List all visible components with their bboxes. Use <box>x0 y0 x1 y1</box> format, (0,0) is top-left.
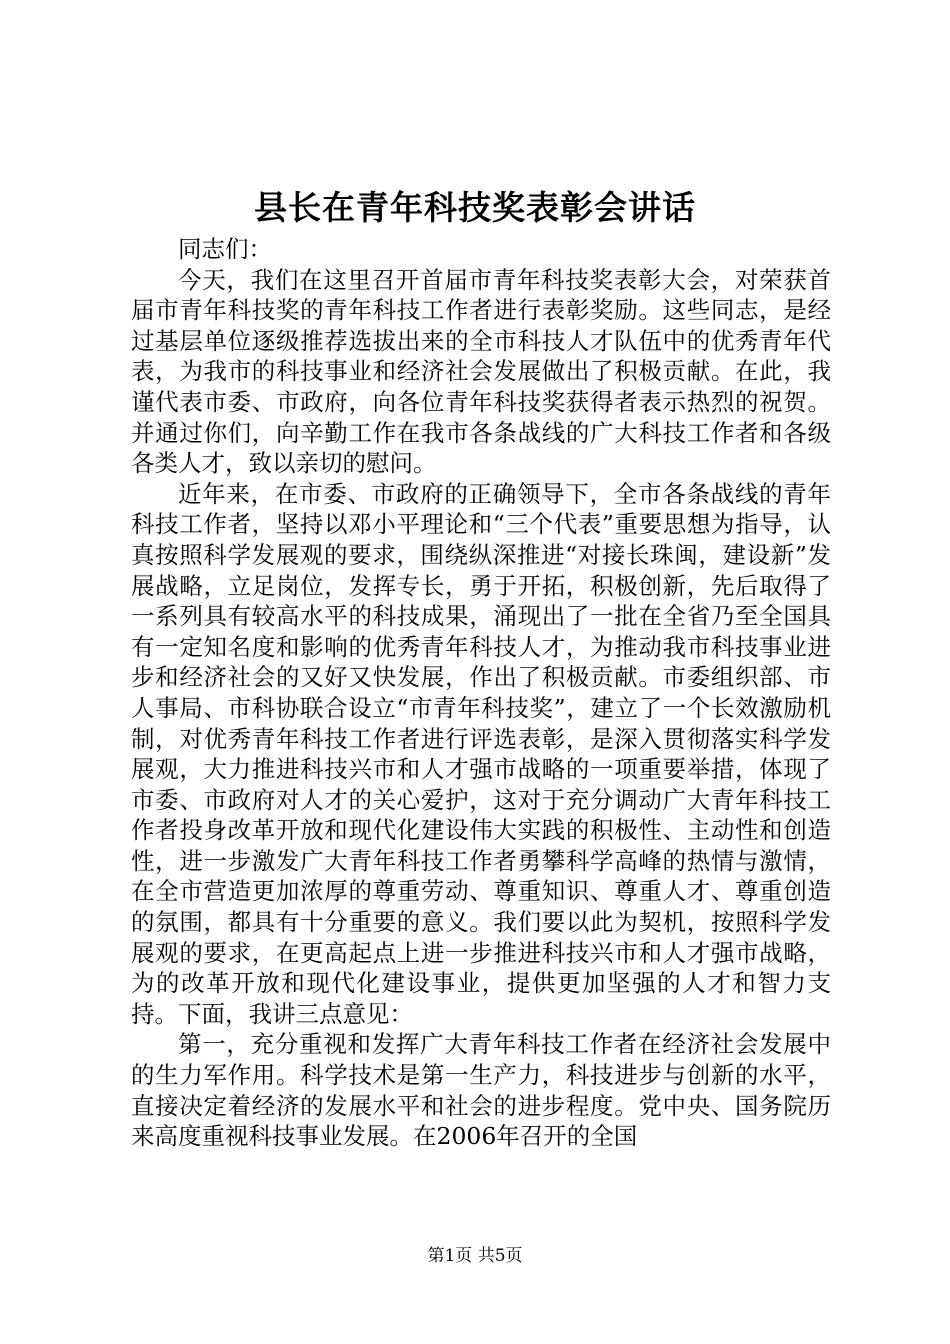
paragraph-2: 近年来，在市委、市政府的正确领导下，全市各条战线的青年科技工作者，坚持以邓小平理论和“三个代表”重要思想为指导，认真按照科学发展观的要求，围绕纵深推进“对接长珠闽，建设新”发展战略，立足岗位，发挥专长，勇于开拓，积极创新，先后取得了一系列具有较高水平的科技成果，涌现出了一批在全省乃至全国具有一定知名度和影响的优秀青年科技人才，为推动我市科技事业进步和经济社会的又好又快发展，作出了积极贡献。市委组织部、市人事局、市科协联合设立“市青年科技奖”，建立了一个长效激励机制，对优秀青年科技工作者进行评选表彰，是深入贯彻落实科学发展观，大力推进科技兴市和人才强市战略的一项重要举措，体现了市委、市政府对人才的关心爱护，这对于充分调动广大青年科技工作者投身改革开放和现代化建设伟大实践的积极性、主动性和创造性，进一步激发广大青年科技工作者勇攀科学高峰的热情与激情，在全市营造更加浓厚的尊重劳动、尊重知识、尊重人才、尊重创造的氛围，都具有十分重要的意义。我们要以此为契机，按照科学发展观的要求，在更高起点上进一步推进科技兴市和人才强市战略，为的改革开放和现代化建设事业，提供更加坚强的人才和智力支持。下面，我讲三点意见： <box>131 479 831 1028</box>
document-body <box>131 234 831 1152</box>
paragraph-3: 第一，充分重视和发挥广大青年科技工作者在经济社会发展中的生力军作用。科学技术是第一生产力，科技进步与创新的水平，直接决定着经济的发展水平和社会的进步程度。党中央、国务院历来高度重视科技事业发展。在2006年召开的全国 <box>131 1030 831 1151</box>
salutation: 同志们： <box>178 235 272 263</box>
page-footer: 第1页 共5页 <box>427 1246 523 1266</box>
paragraph-1: 今天，我们在这里召开首届市青年科技奖表彰大会，对荣获首届市青年科技奖的青年科技工作者进行表彰奖励。这些同志，是经过基层单位逐级推荐选拔出来的全市科技人才队伍中的优秀青年代表，为我市的科技事业和经济社会发展做出了积极贡献。在此，我谨代表市委、市政府，向各位青年科技奖获得者表示热烈的祝贺。并通过你们，向辛勤工作在我市各条战线的广大科技工作者和各级各类人才，致以亲切的慰问。 <box>131 265 831 478</box>
document-title: 县长在青年科技奖表彰会讲话 <box>254 188 696 227</box>
